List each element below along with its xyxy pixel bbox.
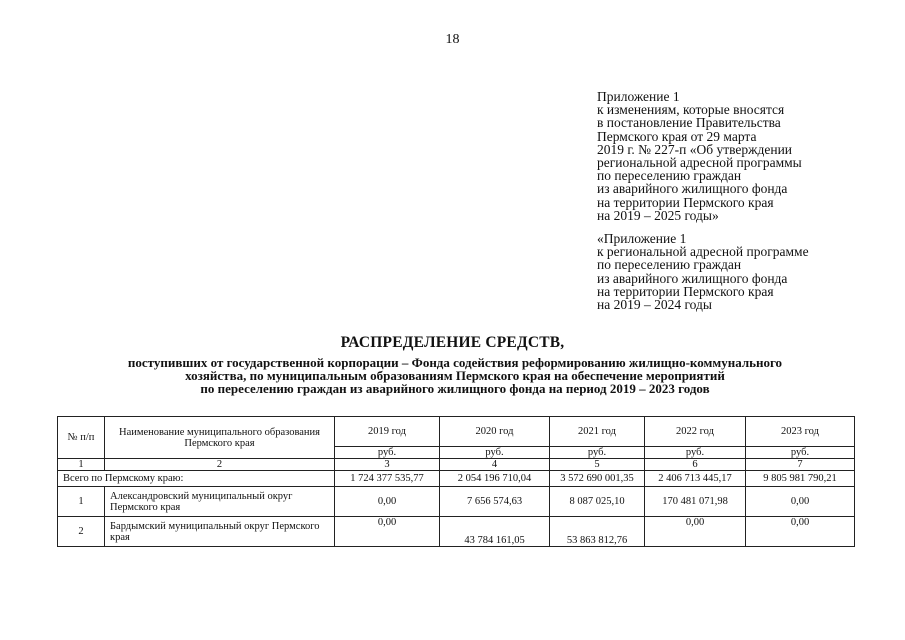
row-name: Александровский муниципальный округ Пермского края (105, 487, 335, 517)
column-index: 6 (645, 459, 746, 471)
appendix-line: региональной адресной программы (597, 155, 802, 171)
appendix-line: из аварийного жилищного фонда (597, 270, 788, 286)
subtitle-line: по переселению граждан из аварийного жилищного фонда на период 2019 – 2023 годов (200, 381, 710, 396)
total-value: 9 805 981 790,21 (746, 471, 855, 487)
appendix-line: на территории Пермского края (597, 283, 774, 299)
header-unit: руб. (746, 447, 855, 459)
appendix-line: на 2019 – 2025 годы» (597, 207, 719, 223)
subtitle-line: поступивших от государственной корпорации – Фонда содействия реформированию жилищно-коммунального (127, 355, 783, 370)
appendix-line: на территории Пермского края (597, 194, 774, 210)
appendix-line: по переселению граждан (597, 257, 742, 273)
column-index: 7 (746, 459, 855, 471)
column-index: 5 (550, 459, 645, 471)
distribution-table (57, 416, 855, 547)
appendix-line: Приложение 1 (597, 89, 680, 104)
header-year: 2020 год (440, 417, 550, 447)
row-value: 7 656 574,63 (440, 487, 550, 517)
appendix-line: к изменениям, которые вносятся (597, 102, 785, 118)
appendix-line: Пермского края от 29 марта (597, 128, 757, 144)
appendix-note-program (597, 232, 887, 311)
row-num: 1 (58, 487, 105, 517)
row-value: 0,00 (746, 487, 855, 517)
column-index: 1 (58, 459, 105, 471)
row-num: 2 (58, 517, 105, 547)
appendix-line: к региональной адресной программе (597, 244, 809, 260)
row-value: 0,00 (335, 487, 440, 517)
subtitle-line: хозяйства, по муниципальным образованиям Пермского края на обеспечение мероприятий (185, 368, 725, 383)
total-value: 3 572 690 001,35 (550, 471, 645, 487)
total-value: 2 406 713 445,17 (645, 471, 746, 487)
row-value: 0,00 (335, 517, 440, 547)
total-label: Всего по Пермскому краю: (58, 471, 335, 487)
column-index: 4 (440, 459, 550, 471)
row-value: 170 481 071,98 (645, 487, 746, 517)
table-header-row (58, 417, 855, 447)
row-value: 43 784 161,05 (440, 517, 550, 547)
header-year: 2022 год (645, 417, 746, 447)
row-value: 8 087 025,10 (550, 487, 645, 517)
column-index: 2 (105, 459, 335, 471)
document-subtitle (60, 356, 850, 395)
header-name: Наименование муниципального образования Пермского края (105, 417, 335, 459)
appendix-note-amendments (597, 90, 887, 222)
header-year: 2021 год (550, 417, 645, 447)
appendix-line: 2019 г. № 227-п «Об утверждении (597, 141, 793, 157)
total-value: 2 054 196 710,04 (440, 471, 550, 487)
row-value: 53 863 812,76 (550, 517, 645, 547)
appendix-line: в постановление Правительства (597, 115, 781, 131)
appendix-line: «Приложение 1 (597, 231, 687, 246)
row-value: 0,00 (746, 517, 855, 547)
header-year: 2019 год (335, 417, 440, 447)
appendix-line: на 2019 – 2024 годы (597, 297, 712, 313)
header-year: 2023 год (746, 417, 855, 447)
table-total-row (58, 471, 855, 487)
header-unit: руб. (335, 447, 440, 459)
header-unit: руб. (550, 447, 645, 459)
row-value: 0,00 (645, 517, 746, 547)
table-index-row (58, 459, 855, 471)
total-value: 1 724 377 535,77 (335, 471, 440, 487)
header-unit: руб. (440, 447, 550, 459)
page-number: 18 (445, 32, 460, 47)
table-row (58, 487, 855, 517)
appendix-line: из аварийного жилищного фонда (597, 181, 788, 197)
appendix-line: по переселению граждан (597, 168, 742, 184)
table-row (58, 517, 855, 547)
header-num: № п/п (58, 417, 105, 459)
row-name: Бардымский муниципальный округ Пермского края (105, 517, 335, 547)
header-unit: руб. (645, 447, 746, 459)
column-index: 3 (335, 459, 440, 471)
document-title: РАСПРЕДЕЛЕНИЕ СРЕДСТВ, (340, 334, 565, 351)
